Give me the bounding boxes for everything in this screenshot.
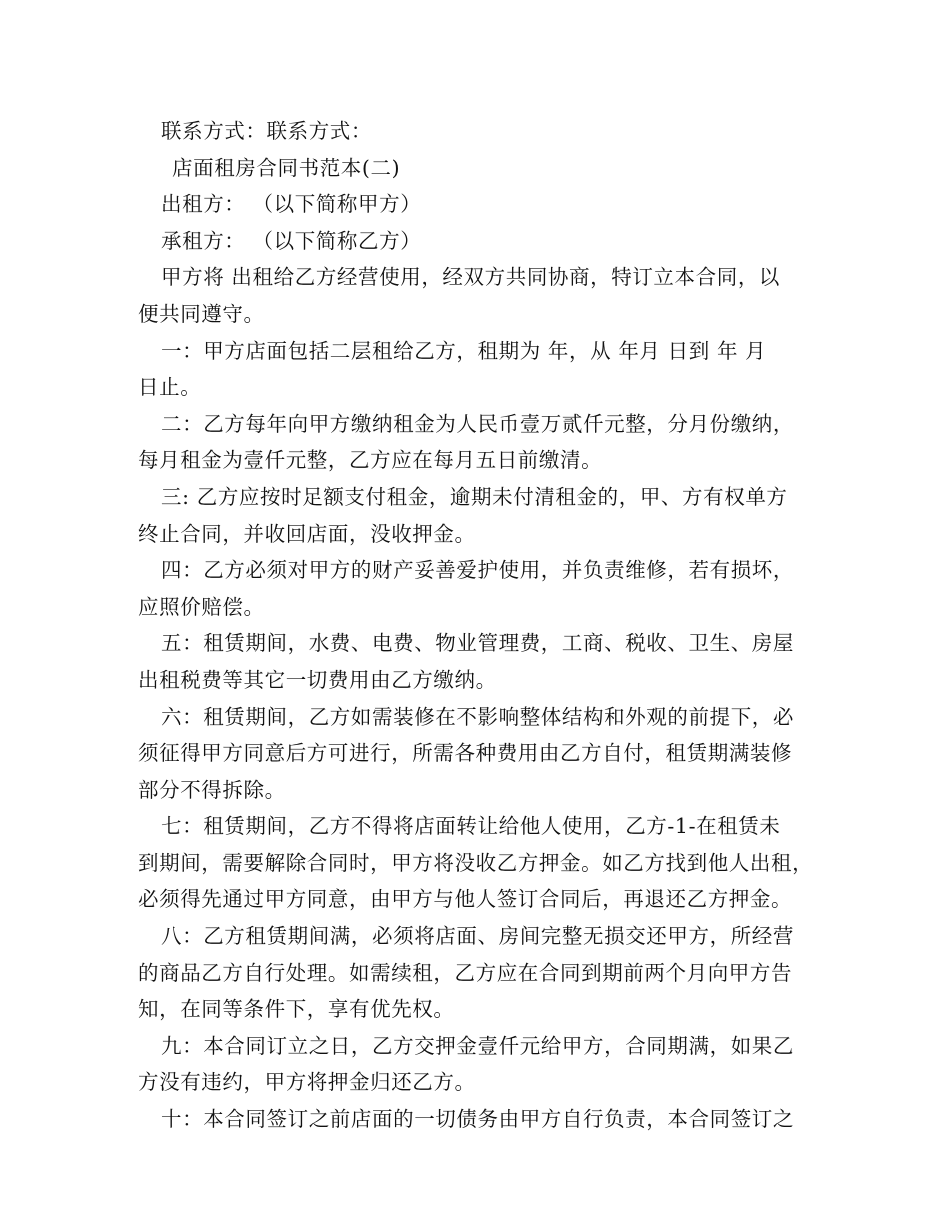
clause-7-line-1: 七：租赁期间，乙方不得将店面转让给他人使用，乙方-1-在租赁未 [161,814,781,839]
clause-2-line-2: 每月租金为壹仟元整，乙方应在每月五日前缴清。 [138,448,603,473]
clause-7-line-3: 必须得先通过甲方同意，由甲方与他人签订合同后，再退还乙方押金。 [138,887,793,912]
clause-4-line-1: 四：乙方必须对甲方的财产妥善爱护使用，并负责维修，若有损坏， [161,558,794,583]
clause-1-line-2: 日止。 [138,375,202,400]
preamble-line-2: 便共同遵守。 [138,301,265,326]
clause-9-line-2: 方没有违约，甲方将押金归还乙方。 [138,1070,476,1095]
clause-7-line-2: 到期间，需要解除合同时，甲方将没收乙方押金。如乙方找到他人出租， [138,850,814,875]
clause-6-line-1: 六：租赁期间，乙方如需装修在不影响整体结构和外观的前提下，必 [161,704,794,729]
clause-1-line-1: 一：甲方店面包括二层租给乙方，租期为 年，从 年月 日到 年 月 [161,338,767,363]
contract-text [138,113,818,1138]
clause-5-line-2: 出租税费等其它一切费用由乙方缴纳。 [138,667,497,692]
clause-5-line-1: 五：租赁期间，水费、电费、物业管理费，工商、税收、卫生、房屋 [161,631,794,656]
lessor-line: 出租方： （以下简称甲方） [161,192,422,217]
clause-6-line-3: 部分不得拆除。 [138,777,286,802]
clause-2-line-1: 二：乙方每年向甲方缴纳租金为人民币壹万贰仟元整，分月份缴纳， [161,411,794,436]
clause-8-line-1: 八：乙方租赁期间满，必须将店面、房间完整无损交还甲方，所经营 [161,924,794,949]
clause-9-line-1: 九：本合同订立之日，乙方交押金壹仟元给甲方，合同期满，如果乙 [161,1033,794,1058]
clause-4-line-2: 应照价赔偿。 [138,594,265,619]
clause-8-line-3: 知，在同等条件下，享有优先权。 [138,997,455,1022]
contact-info-line: 联系方式：联系方式： [161,119,372,143]
clause-3-line-2: 终止合同，并收回店面，没收押金。 [138,521,476,546]
clause-10-line-1: 十：本合同签订之前店面的一切债务由甲方自行负责，本合同签订之 [161,1107,794,1132]
clause-8-line-2: 的商品乙方自行处理。如需续租，乙方应在合同到期前两个月向甲方告 [138,960,793,985]
clause-6-line-2: 须征得甲方同意后方可进行，所需各种费用由乙方自付，租赁期满装修 [138,741,793,766]
clause-3-line-1: 三: 乙方应按时足额支付租金，逾期未付清租金的，甲、方有权单方 [161,484,788,509]
contract-title: 店面租房合同书范本(二) [172,155,401,180]
preamble-line-1: 甲方将 出租给乙方经营使用，经双方共同协商，特订立本合同，以 [161,265,781,290]
lessee-line: 承租方： （以下简称乙方） [161,228,422,253]
